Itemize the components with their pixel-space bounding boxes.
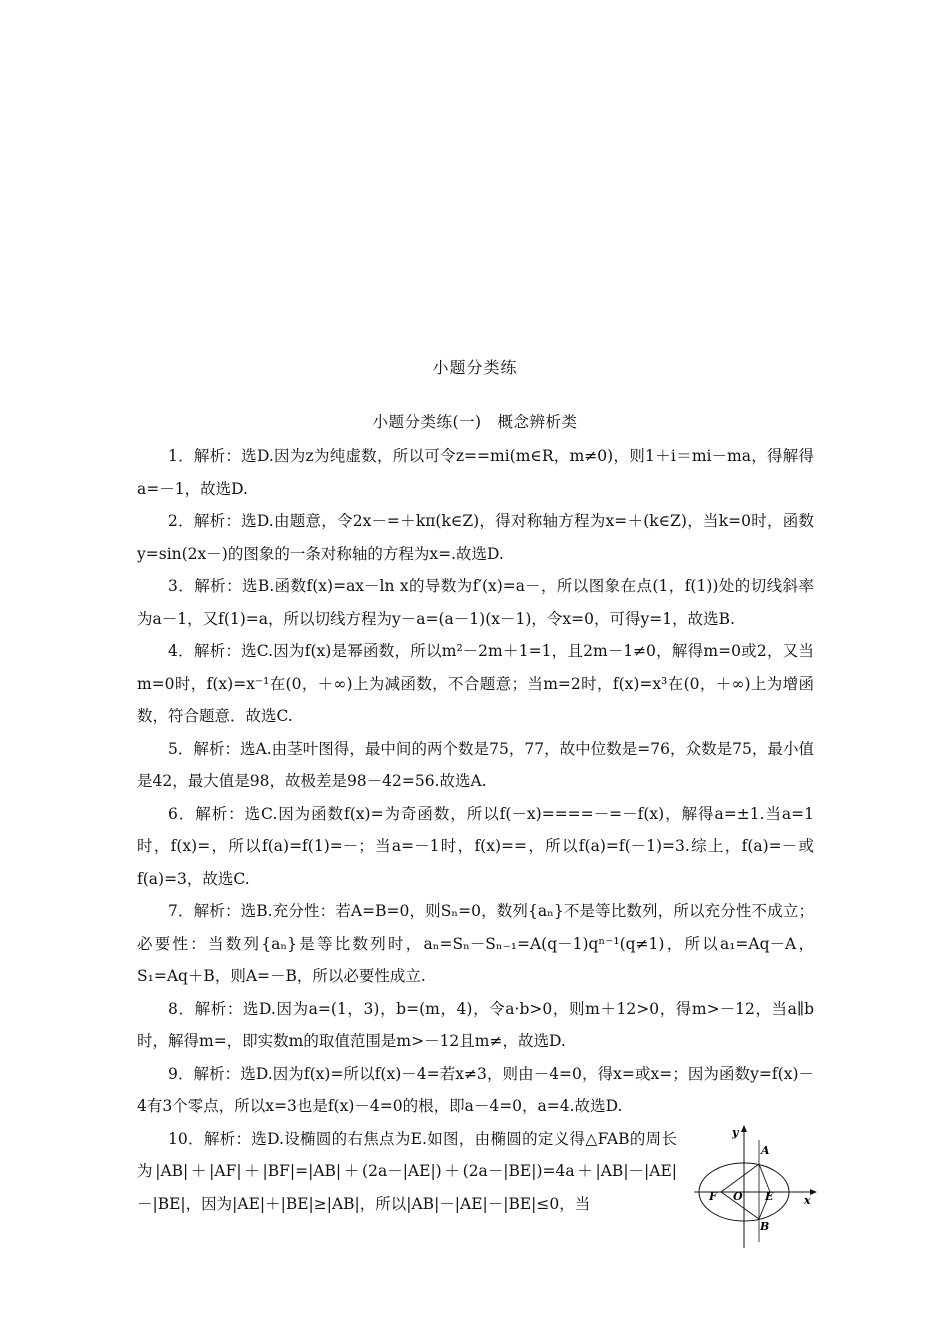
label-A: A	[761, 1144, 770, 1157]
solution-9: 9．解析：选D.因为f(x)=所以f(x)－4=若x≠3，则由－4=0，得x=或x=；因为函数y=f(x)－4有3个零点，所以x=3也是f(x)－4=0的根，即a－4=0，a=4.故选D.	[137, 1064, 814, 1115]
solution-8: 8．解析：选D.因为a=(1，3)，b=(m，4)，令a·b>0，则m＋12>0，得m>－12，当a∥b时，解得m=，即实数m的取值范围是m>－12且m≠，故选D.	[137, 999, 814, 1050]
label-x: x	[804, 1194, 811, 1207]
solution-10: 10．解析：选D.设椭圆的右焦点为E.如图，由椭圆的定义得△FAB的周长为|AB|＋|AF|＋|BF|=|AB|＋(2a－|AE|)＋(2a－|BE|)=4a＋|AB|－|AE|－|BE|，因为|AE|＋|BE|≥|AB|，所以|AB|－|AE|－|BE|≤0，当	[137, 1129, 677, 1213]
solution-7: 7．解析：选B.充分性：若A=B=0，则Sₙ=0，数列{aₙ}不是等比数列，所以充分性不成立；必要性：当数列{aₙ}是等比数列时，aₙ=Sₙ－Sₙ₋₁=A(q－1)qⁿ⁻¹(q≠1)，所以a₁=Aq－A，S₁=Aq＋B，则A=－B，所以必要性成立.	[137, 902, 814, 985]
page-title: 小题分类练	[432, 358, 518, 377]
ellipse-diagram	[692, 1120, 822, 1250]
label-O: O	[733, 1190, 743, 1203]
solution-3: 3．解析：选B.函数f(x)=ax－ln x的导数为f′(x)=a－，所以图象在点(1，f(1))处的切线斜率为a－1，又f(1)=a，所以切线方程为y－a=(a－1)(x－1)，令x=0，可得y=1，故选B.	[137, 577, 814, 628]
label-B: B	[760, 1220, 770, 1233]
solution-1: 1．解析：选D.因为z为纯虚数，所以可令z==mi(m∈R，m≠0)，则1＋i＝mi－ma，得解得a=－1，故选D.	[137, 447, 814, 498]
label-E: E	[765, 1190, 774, 1203]
solution-6: 6．解析：选C.因为函数f(x)=为奇函数，所以f(－x)====－=－f(x)，解得a=±1.当a=1时，f(x)=，所以f(a)=f(1)=－；当a=－1时，f(x)==，所以f(a)=f(－1)=3.综上，f(a)=－或f(a)=3，故选C.	[137, 804, 814, 888]
y-axis-arrow	[741, 1125, 747, 1132]
x-axis-arrow	[810, 1189, 817, 1195]
label-F: F	[709, 1190, 717, 1203]
label-y: y	[732, 1126, 739, 1139]
section-title: 小题分类练(一) 概念辨析类	[372, 413, 578, 431]
segment-AE	[759, 1164, 770, 1192]
solution-5: 5．解析：选A.由茎叶图得，最中间的两个数是75，77，故中位数是=76，众数是75，最小值是42，最大值是98，故极差是98－42=56.故选A.	[137, 739, 814, 790]
solutions-body	[137, 440, 814, 1220]
segment-FA	[721, 1164, 759, 1192]
solution-4: 4．解析：选C.因为f(x)是幂函数，所以m²－2m＋1=1，且2m－1≠0，解得m=0或2，又当m=0时，f(x)=x⁻¹在(0，＋∞)上为减函数，不合题意；当m=2时，f(x)=x³在(0，＋∞)上为增函数，符合题意．故选C.	[137, 642, 814, 725]
solution-2: 2．解析：选D.由题意，令2x－=＋kπ(k∈Z)，得对称轴方程为x=＋(k∈Z)，当k=0时，函数y=sin(2x－)的图象的一条对称轴的方程为x=.故选D.	[137, 512, 814, 563]
ellipse-figure	[692, 1120, 822, 1250]
